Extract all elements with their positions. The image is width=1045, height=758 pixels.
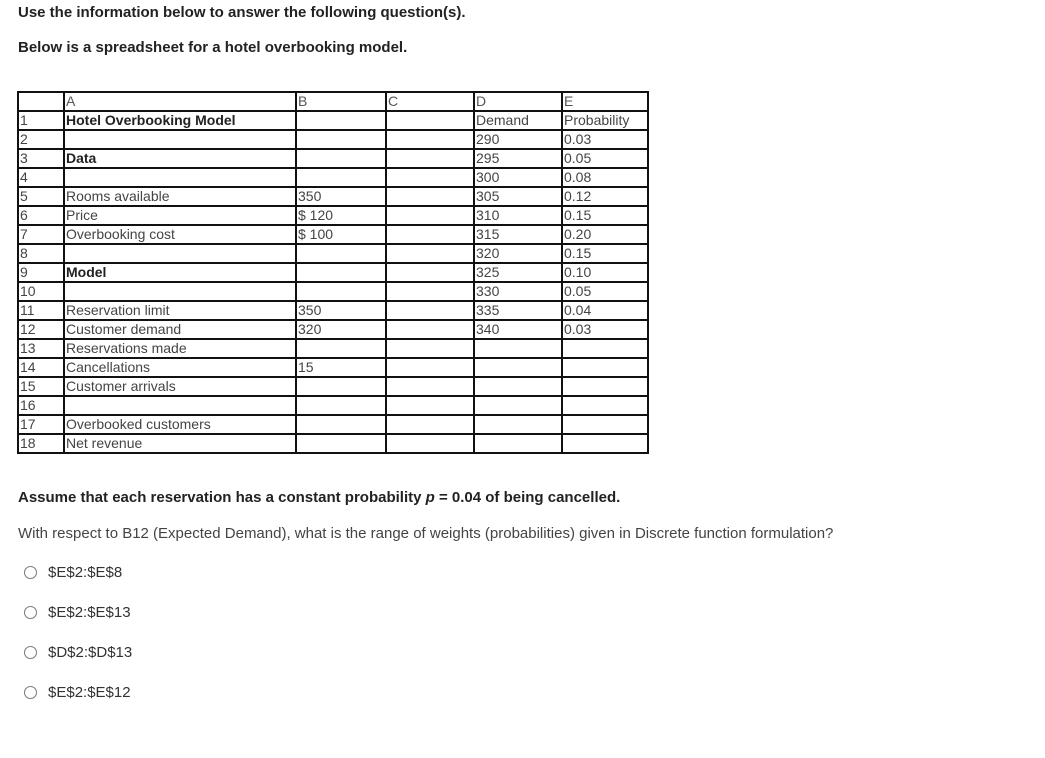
- cell-d: 310: [474, 206, 562, 225]
- cell-c: [386, 244, 474, 263]
- spreadsheet-row: [18, 244, 648, 263]
- row-number-cell: 7: [18, 225, 64, 244]
- cell-a: Customer arrivals: [64, 377, 296, 396]
- cell-e: [562, 339, 648, 358]
- question-text: With respect to B12 (Expected Demand), what is the range of weights (probabilities) given in Discrete function formulation?: [18, 525, 834, 542]
- cell-b: $ 100: [296, 225, 386, 244]
- cell-a: Hotel Overbooking Model: [64, 111, 296, 130]
- row-number-cell: 10: [18, 282, 64, 301]
- cell-d: [474, 339, 562, 358]
- option-label: $D$2:$D$13: [48, 644, 133, 661]
- cell-a: Reservations made: [64, 339, 296, 358]
- row-number-cell: 16: [18, 396, 64, 415]
- cell-b: 350: [296, 301, 386, 320]
- cell-e: 0.20: [562, 225, 648, 244]
- assumption-text: [18, 489, 620, 506]
- cell-a: Customer demand: [64, 320, 296, 339]
- cell-a: [64, 396, 296, 415]
- cell-a: Model: [64, 263, 296, 282]
- spreadsheet-row: [18, 434, 648, 453]
- radio-button[interactable]: [24, 566, 37, 579]
- cell-e: [562, 377, 648, 396]
- row-number-cell: 17: [18, 415, 64, 434]
- cell-d: 325: [474, 263, 562, 282]
- option-label: $E$2:$E$12: [48, 684, 131, 701]
- cell-c: [386, 225, 474, 244]
- cell-b: [296, 130, 386, 149]
- spreadsheet-row: [18, 377, 648, 396]
- column-header-b: B: [296, 92, 386, 111]
- column-header-row: [18, 92, 648, 111]
- cell-c: [386, 320, 474, 339]
- cell-d: 340: [474, 320, 562, 339]
- spreadsheet-row: [18, 339, 648, 358]
- column-header-c: C: [386, 92, 474, 111]
- cell-c: [386, 282, 474, 301]
- column-header-e: E: [562, 92, 648, 111]
- cell-b: [296, 263, 386, 282]
- cell-a: Cancellations: [64, 358, 296, 377]
- cell-c: [386, 149, 474, 168]
- cell-c: [386, 415, 474, 434]
- row-number-cell: 14: [18, 358, 64, 377]
- cell-c: [386, 301, 474, 320]
- cell-a: [64, 168, 296, 187]
- spreadsheet-row: [18, 263, 648, 282]
- row-number-cell: 1: [18, 111, 64, 130]
- radio-button[interactable]: [24, 646, 37, 659]
- cell-c: [386, 168, 474, 187]
- spreadsheet-row: [18, 358, 648, 377]
- answer-option-2[interactable]: [24, 604, 131, 621]
- spreadsheet-row: [18, 187, 648, 206]
- instruction-text: Use the information below to answer the following question(s).: [18, 4, 466, 21]
- spreadsheet-row: [18, 149, 648, 168]
- cell-e: [562, 434, 648, 453]
- row-number-cell: 12: [18, 320, 64, 339]
- cell-c: [386, 339, 474, 358]
- cell-d: 305: [474, 187, 562, 206]
- cell-e: 0.03: [562, 130, 648, 149]
- cell-e: Probability: [562, 111, 648, 130]
- cell-c: [386, 434, 474, 453]
- cell-a: Overbooking cost: [64, 225, 296, 244]
- cell-b: 320: [296, 320, 386, 339]
- cell-a: Overbooked customers: [64, 415, 296, 434]
- spreadsheet-intro: Below is a spreadsheet for a hotel overbooking model.: [18, 39, 408, 56]
- row-number-cell: 2: [18, 130, 64, 149]
- cell-c: [386, 206, 474, 225]
- cell-a: Reservation limit: [64, 301, 296, 320]
- option-label: $E$2:$E$8: [48, 564, 123, 581]
- cell-b: [296, 434, 386, 453]
- cell-c: [386, 377, 474, 396]
- spreadsheet-row: [18, 206, 648, 225]
- cell-b: [296, 396, 386, 415]
- spreadsheet-row: [18, 225, 648, 244]
- cell-b: [296, 377, 386, 396]
- cell-e: 0.05: [562, 149, 648, 168]
- row-number-cell: 9: [18, 263, 64, 282]
- spreadsheet-row: [18, 130, 648, 149]
- cell-d: Demand: [474, 111, 562, 130]
- cell-d: [474, 377, 562, 396]
- cell-e: 0.15: [562, 206, 648, 225]
- spreadsheet-row: [18, 415, 648, 434]
- column-header-a: A: [64, 92, 296, 111]
- cell-d: [474, 415, 562, 434]
- cell-e: [562, 396, 648, 415]
- cell-e: 0.08: [562, 168, 648, 187]
- cell-c: [386, 187, 474, 206]
- cell-e: 0.03: [562, 320, 648, 339]
- cell-e: 0.15: [562, 244, 648, 263]
- cell-b: [296, 244, 386, 263]
- row-number-cell: 8: [18, 244, 64, 263]
- cell-c: [386, 130, 474, 149]
- cell-b: [296, 415, 386, 434]
- row-number-cell: 13: [18, 339, 64, 358]
- spreadsheet-row: [18, 111, 648, 130]
- spreadsheet-row: [18, 282, 648, 301]
- spreadsheet-row: [18, 168, 648, 187]
- radio-button[interactable]: [24, 606, 37, 619]
- cell-b: 15: [296, 358, 386, 377]
- cell-e: [562, 415, 648, 434]
- cell-e: 0.10: [562, 263, 648, 282]
- cell-d: 330: [474, 282, 562, 301]
- spreadsheet-table: [17, 91, 649, 454]
- spreadsheet-row: [18, 396, 648, 415]
- answer-option-3[interactable]: [24, 644, 132, 661]
- answer-option-1[interactable]: [24, 564, 122, 581]
- cell-d: 300: [474, 168, 562, 187]
- radio-button[interactable]: [24, 686, 37, 699]
- spreadsheet-row: [18, 320, 648, 339]
- cell-d: [474, 396, 562, 415]
- cell-c: [386, 358, 474, 377]
- cell-e: 0.04: [562, 301, 648, 320]
- cell-a: Price: [64, 206, 296, 225]
- cell-a: Rooms available: [64, 187, 296, 206]
- cell-b: [296, 339, 386, 358]
- cell-d: 335: [474, 301, 562, 320]
- row-number-cell: 3: [18, 149, 64, 168]
- corner-cell: [18, 92, 64, 111]
- cell-a: [64, 244, 296, 263]
- cell-a: Data: [64, 149, 296, 168]
- cell-b: [296, 168, 386, 187]
- row-number-cell: 4: [18, 168, 64, 187]
- option-label: $E$2:$E$13: [48, 604, 131, 621]
- cell-a: [64, 130, 296, 149]
- cell-d: 295: [474, 149, 562, 168]
- cell-d: 320: [474, 244, 562, 263]
- spreadsheet-body: [18, 111, 648, 453]
- cell-e: 0.05: [562, 282, 648, 301]
- cell-d: [474, 434, 562, 453]
- row-number-cell: 18: [18, 434, 64, 453]
- cell-b: [296, 149, 386, 168]
- spreadsheet-row: [18, 301, 648, 320]
- assumption-variable: p: [425, 489, 435, 506]
- row-number-cell: 6: [18, 206, 64, 225]
- cell-b: 350: [296, 187, 386, 206]
- column-header-d: D: [474, 92, 562, 111]
- cell-c: [386, 111, 474, 130]
- row-number-cell: 15: [18, 377, 64, 396]
- cell-c: [386, 396, 474, 415]
- row-number-cell: 11: [18, 301, 64, 320]
- row-number-cell: 5: [18, 187, 64, 206]
- cell-b: $ 120: [296, 206, 386, 225]
- cell-d: 290: [474, 130, 562, 149]
- cell-d: 315: [474, 225, 562, 244]
- cell-c: [386, 263, 474, 282]
- cell-e: [562, 358, 648, 377]
- cell-b: [296, 111, 386, 130]
- answer-option-4[interactable]: [24, 684, 131, 701]
- cell-a: Net revenue: [64, 434, 296, 453]
- cell-b: [296, 282, 386, 301]
- assumption-suffix: = 0.04 of being cancelled.: [434, 489, 621, 506]
- assumption-prefix: Assume that each reservation has a constant probability: [18, 489, 426, 506]
- cell-e: 0.12: [562, 187, 648, 206]
- cell-d: [474, 358, 562, 377]
- cell-a: [64, 282, 296, 301]
